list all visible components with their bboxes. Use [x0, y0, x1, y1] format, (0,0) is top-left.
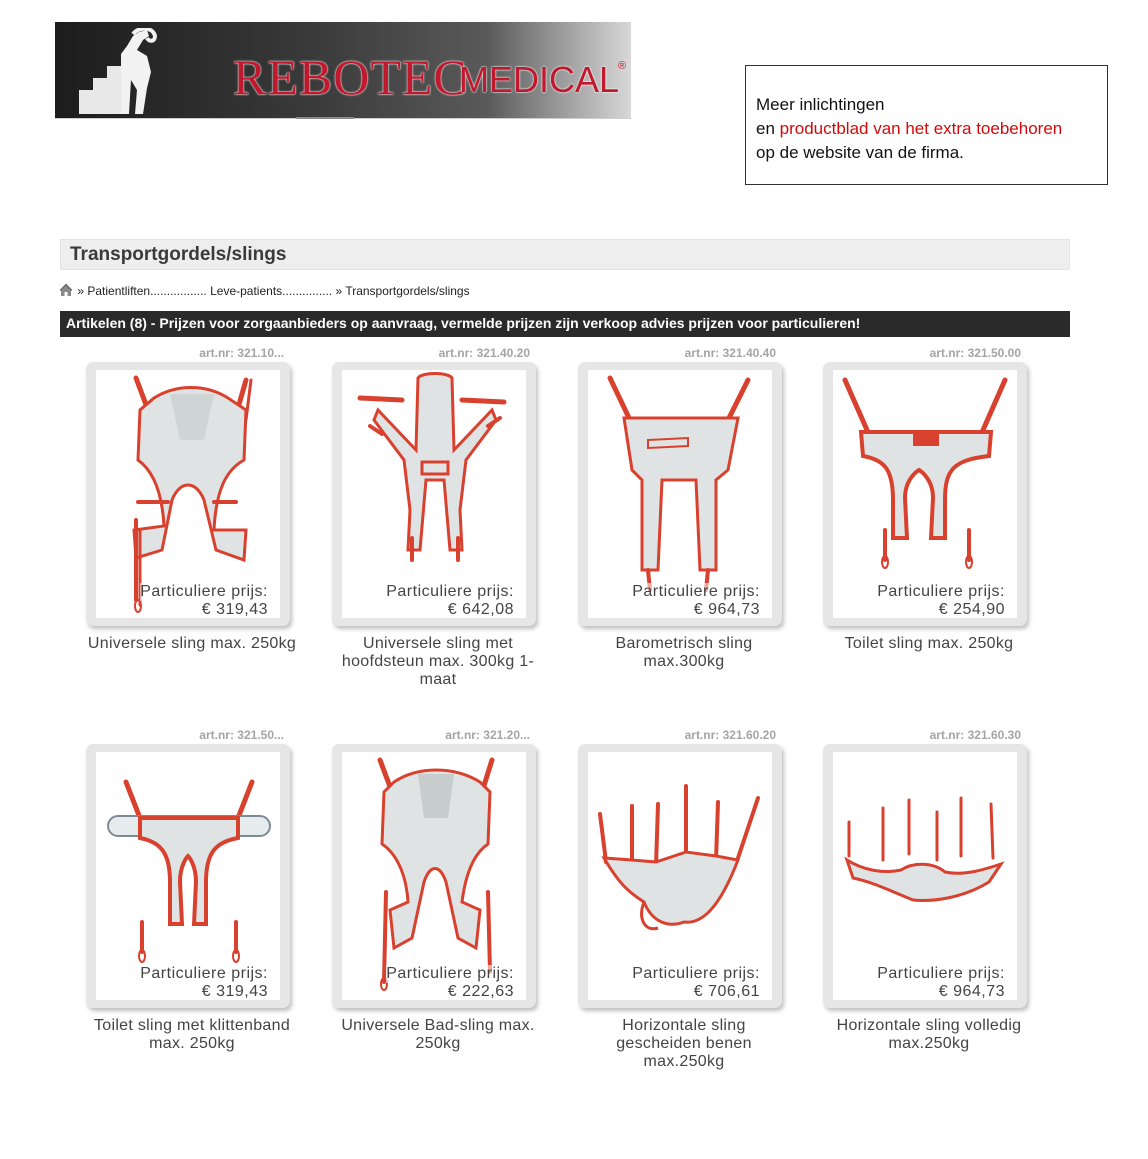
price-label: Particuliere prijs:: [140, 583, 268, 600]
price-label: Particuliere prijs:: [140, 965, 268, 982]
product-price: € 254,90: [938, 601, 1005, 618]
product-name[interactable]: Toilet sling met klittenband max. 250kg: [93, 1017, 291, 1052]
product-name[interactable]: Horizontale sling volledig max.250kg: [836, 1017, 1022, 1052]
headrest-sling-image: [342, 370, 526, 618]
product-price: € 964,73: [693, 601, 760, 618]
product-price: € 222,63: [447, 983, 514, 1000]
toilet-sling-image: [833, 370, 1017, 618]
brand-name-medical: MEDICAL: [459, 59, 620, 100]
price-label: Particuliere prijs:: [632, 583, 760, 600]
product-image-frame[interactable]: [578, 744, 782, 1008]
bath-sling-image: [342, 752, 526, 1000]
articles-info-bar: Artikelen (8) - Prijzen voor zorgaanbieders op aanvraag, vermelde prijzen zijn verkoop advies prijzen voor particulieren!: [60, 311, 1070, 337]
product-price: € 319,43: [201, 983, 268, 1000]
home-icon[interactable]: [60, 283, 72, 297]
product-card[interactable]: [797, 728, 1043, 1108]
breadcrumb-sep: »: [335, 284, 343, 298]
product-name[interactable]: Horizontale sling gescheiden benen max.250kg: [616, 1017, 752, 1070]
product-name[interactable]: Universele Bad-sling max. 250kg: [341, 1017, 535, 1052]
product-image-frame[interactable]: [86, 744, 290, 1008]
brand-name-rebotec: REBOTEC: [233, 49, 468, 105]
product-card[interactable]: [552, 346, 798, 726]
article-number: art.nr: 321.50.00: [929, 346, 1021, 360]
bariatric-sling-image: [588, 370, 772, 618]
breadcrumb: [60, 283, 470, 298]
product-name[interactable]: Toilet sling max. 250kg: [844, 635, 1014, 652]
product-card[interactable]: [60, 728, 306, 1108]
price-label: Particuliere prijs:: [632, 965, 760, 982]
info-line-3: op de website van de firma.: [756, 143, 964, 162]
article-number: art.nr: 321.10...: [199, 346, 284, 360]
article-number: art.nr: 321.20...: [445, 728, 530, 742]
breadcrumb-sep: »: [77, 284, 85, 298]
product-name[interactable]: Universele sling met hoofdsteun max. 300kg 1-maat: [341, 635, 535, 688]
product-image-frame[interactable]: [332, 744, 536, 1008]
product-price: € 642,08: [447, 601, 514, 618]
goat-on-stairs-logo-icon: [77, 28, 187, 116]
product-image-frame[interactable]: [823, 744, 1027, 1008]
product-name[interactable]: Universele sling max. 250kg: [87, 635, 297, 652]
breadcrumb-transportgordels[interactable]: Transportgordels/slings: [345, 284, 470, 298]
product-image-frame[interactable]: [578, 362, 782, 626]
company-logo[interactable]: [55, 22, 631, 119]
page-title: Transportgordels/slings: [70, 244, 287, 265]
article-number: art.nr: 321.60.30: [929, 728, 1021, 742]
product-sheet-link[interactable]: productblad van het extra toebehoren: [779, 119, 1063, 138]
product-card[interactable]: [797, 346, 1043, 726]
info-line-2-prefix: en: [756, 119, 780, 138]
universal-sling-image: [96, 370, 280, 618]
article-number: art.nr: 321.40.40: [684, 346, 776, 360]
info-box: [745, 65, 1108, 185]
price-label: Particuliere prijs:: [386, 583, 514, 600]
horizontal-split-sling-image: [588, 752, 772, 1000]
price-label: Particuliere prijs:: [386, 965, 514, 982]
article-number: art.nr: 321.50...: [199, 728, 284, 742]
product-price: € 319,43: [201, 601, 268, 618]
product-price: € 706,61: [693, 983, 760, 1000]
price-label: Particuliere prijs:: [877, 583, 1005, 600]
breadcrumb-leve-patients[interactable]: Leve-patients...............: [210, 284, 333, 298]
info-line-2: [756, 117, 1107, 141]
article-number: art.nr: 321.60.20: [684, 728, 776, 742]
page-title-bar: [60, 239, 1070, 270]
product-image-frame[interactable]: [86, 362, 290, 626]
product-price: € 964,73: [938, 983, 1005, 1000]
logo-divider-accent: [296, 117, 354, 119]
product-image-frame[interactable]: [332, 362, 536, 626]
horizontal-full-sling-image: [833, 752, 1017, 1000]
price-label: Particuliere prijs:: [877, 965, 1005, 982]
product-card[interactable]: [306, 346, 552, 726]
product-card[interactable]: [306, 728, 552, 1108]
product-card[interactable]: [552, 728, 798, 1108]
product-name[interactable]: Barometrisch sling max.300kg: [615, 635, 753, 670]
toilet-velcro-sling-image: [96, 752, 280, 1000]
breadcrumb-patientliften[interactable]: Patientliften.................: [87, 284, 207, 298]
info-line-1: Meer inlichtingen: [756, 95, 885, 114]
product-image-frame[interactable]: [823, 362, 1027, 626]
registered-mark: ®: [618, 60, 627, 72]
article-number: art.nr: 321.40.20: [438, 346, 530, 360]
product-card[interactable]: [60, 346, 306, 726]
